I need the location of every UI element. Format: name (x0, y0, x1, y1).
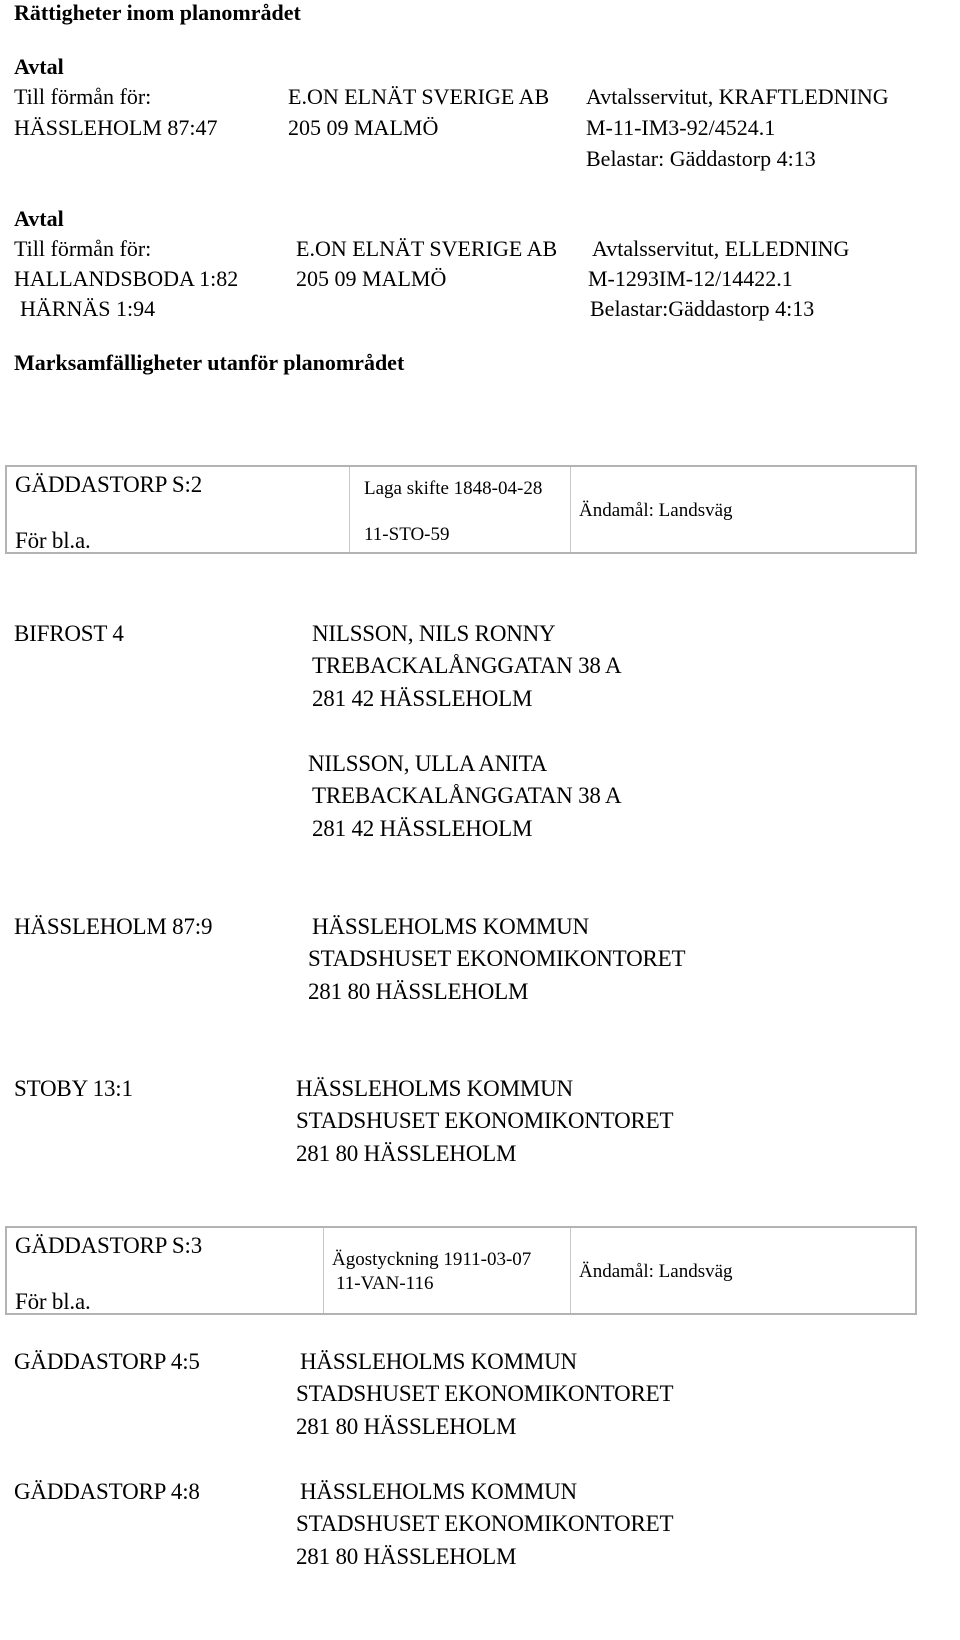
joint-property-table (5, 465, 917, 554)
joint-property-heading: Marksamfälligheter utanför planområdet (14, 350, 405, 375)
company-postal: 205 09 MALMÖ (288, 115, 439, 140)
servitude-type: Avtalsservitut, ELLEDNING (592, 236, 850, 261)
owner-name: NILSSON, NILS RONNY (312, 621, 556, 646)
owner-postal: 281 42 HÄSSLEHOLM (312, 816, 533, 841)
owner-property: BIFROST 4 (14, 621, 124, 646)
owner-address: STADSHUSET EKONOMIKONTORET (296, 1511, 674, 1536)
joint-property-for: För bl.a. (15, 1289, 91, 1314)
joint-property-act: 11-STO-59 (364, 524, 450, 545)
company-name: E.ON ELNÄT SVERIGE AB (296, 236, 558, 261)
column-divider (570, 1228, 571, 1313)
column-divider (570, 467, 571, 552)
owner-postal: 281 42 HÄSSLEHOLM (312, 686, 533, 711)
beneficiary-property: HÄSSLEHOLM 87:47 (14, 115, 218, 140)
servitude-reference: M-1293IM-12/14422.1 (588, 266, 793, 291)
owner-address: STADSHUSET EKONOMIKONTORET (296, 1381, 674, 1406)
column-divider (323, 1228, 324, 1313)
burdened-property: Belastar: Gäddastorp 4:13 (586, 146, 816, 171)
servitude-type: Avtalsservitut, KRAFTLEDNING (586, 84, 889, 109)
owner-property: HÄSSLEHOLM 87:9 (14, 914, 213, 939)
owner-name: NILSSON, ULLA ANITA (308, 751, 548, 776)
owner-postal: 281 80 HÄSSLEHOLM (296, 1414, 517, 1439)
joint-property-origin: Ägostyckning 1911-03-07 (332, 1249, 532, 1270)
agreement-label: Avtal (14, 206, 64, 231)
joint-property-purpose: Ändamål: Landsväg (579, 500, 733, 521)
burdened-property: Belastar:Gäddastorp 4:13 (590, 296, 815, 321)
joint-property-purpose: Ändamål: Landsväg (579, 1261, 733, 1282)
owner-property: GÄDDASTORP 4:8 (14, 1479, 200, 1504)
owner-property: GÄDDASTORP 4:5 (14, 1349, 200, 1374)
owner-address: STADSHUSET EKONOMIKONTORET (296, 1108, 674, 1133)
owner-address: STADSHUSET EKONOMIKONTORET (308, 946, 686, 971)
servitude-reference: M-11-IM3-92/4524.1 (586, 115, 776, 140)
owner-postal: 281 80 HÄSSLEHOLM (308, 979, 529, 1004)
joint-property-name: GÄDDASTORP S:3 (15, 1233, 202, 1258)
company-name: E.ON ELNÄT SVERIGE AB (288, 84, 550, 109)
beneficiary-property: HÄRNÄS 1:94 (20, 296, 156, 321)
owner-property: STOBY 13:1 (14, 1076, 133, 1101)
agreement-label: Avtal (14, 54, 64, 79)
owner-name: HÄSSLEHOLMS KOMMUN (300, 1479, 577, 1504)
company-postal: 205 09 MALMÖ (296, 266, 447, 291)
rights-heading: Rättigheter inom planområdet (14, 0, 301, 25)
owner-postal: 281 80 HÄSSLEHOLM (296, 1141, 517, 1166)
joint-property-for: För bl.a. (15, 528, 91, 553)
owner-name: HÄSSLEHOLMS KOMMUN (296, 1076, 573, 1101)
joint-property-origin: Laga skifte 1848-04-28 (364, 478, 543, 499)
owner-name: HÄSSLEHOLMS KOMMUN (312, 914, 589, 939)
owner-name: HÄSSLEHOLMS KOMMUN (300, 1349, 577, 1374)
beneficiary-property: HALLANDSBODA 1:82 (14, 266, 239, 291)
owner-address: TREBACKALÅNGGATAN 38 A (312, 653, 622, 678)
owner-postal: 281 80 HÄSSLEHOLM (296, 1544, 517, 1569)
owner-address: TREBACKALÅNGGATAN 38 A (312, 783, 622, 808)
beneficiary-label: Till förmån för: (14, 236, 152, 261)
joint-property-name: GÄDDASTORP S:2 (15, 472, 202, 497)
beneficiary-label: Till förmån för: (14, 84, 152, 109)
joint-property-act: 11-VAN-116 (336, 1273, 434, 1294)
column-divider (349, 467, 350, 552)
joint-property-table (5, 1226, 917, 1315)
